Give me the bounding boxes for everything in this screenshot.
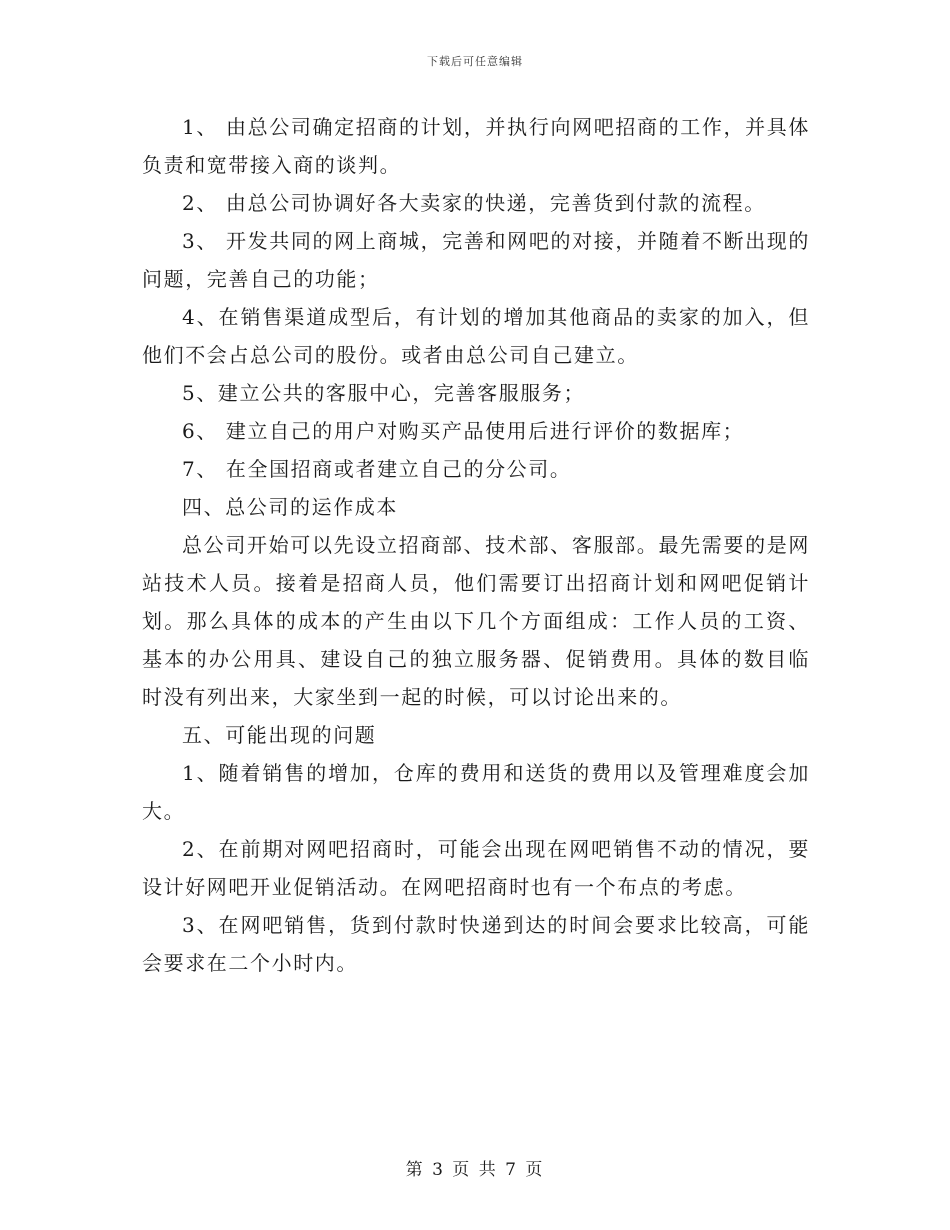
page-number: 第 3 页 共 7 页 [405,1160,545,1180]
paragraph-item-4: 4、在销售渠道成型后，有计划的增加其他商品的卖家的加入，但他们不会占总公司的股份。或者由总公司自己建立。 [142,305,810,367]
page-header-note: 下载后可任意编辑 [427,55,523,68]
document-body [142,108,810,982]
paragraph-item-7: 7、 在全国招商或者建立自己的分公司。 [182,457,572,481]
paragraph-problem-1: 1、随着销售的增加，仓库的费用和送货的费用以及管理难度会加大。 [142,761,810,823]
paragraph-problem-3: 3、在网吧销售，货到付款时快递到达的时间会要求比较高，可能会要求在二个小时内。 [142,913,810,975]
section-heading-operating-cost: 四、总公司的运作成本 [182,495,398,519]
paragraph-item-3: 3、 开发共同的网上商城，完善和网吧的对接，并随着不断出现的问题，完善自己的功能； [142,229,810,291]
paragraph-problem-2: 2、在前期对网吧招商时，可能会出现在网吧销售不动的情况，要设计好网吧开业促销活动。在网吧招商时也有一个布点的考虑。 [142,837,810,899]
paragraph-item-1: 1、 由总公司确定招商的计划，并执行向网吧招商的工作，并具体负责和宽带接入商的谈判。 [142,115,810,177]
paragraph-item-5: 5、建立公共的客服中心，完善客服服务； [182,381,586,405]
paragraph-operating-cost: 总公司开始可以先设立招商部、技术部、客服部。最先需要的是网站技术人员。接着是招商人员，他们需要订出招商计划和网吧促销计划。那么具体的成本的产生由以下几个方面组成：工作人员的工资、基本的办公用具、建设自己的独立服务器、促销费用。具体的数目临时没有列出来，大家坐到一起的时候，可以讨论出来的。 [142,533,810,709]
paragraph-item-2: 2、 由总公司协调好各大卖家的快递，完善货到付款的流程。 [182,191,766,215]
section-heading-possible-problems: 五、可能出现的问题 [182,723,377,747]
paragraph-item-6: 6、 建立自己的用户对购买产品使用后进行评价的数据库； [182,419,745,443]
